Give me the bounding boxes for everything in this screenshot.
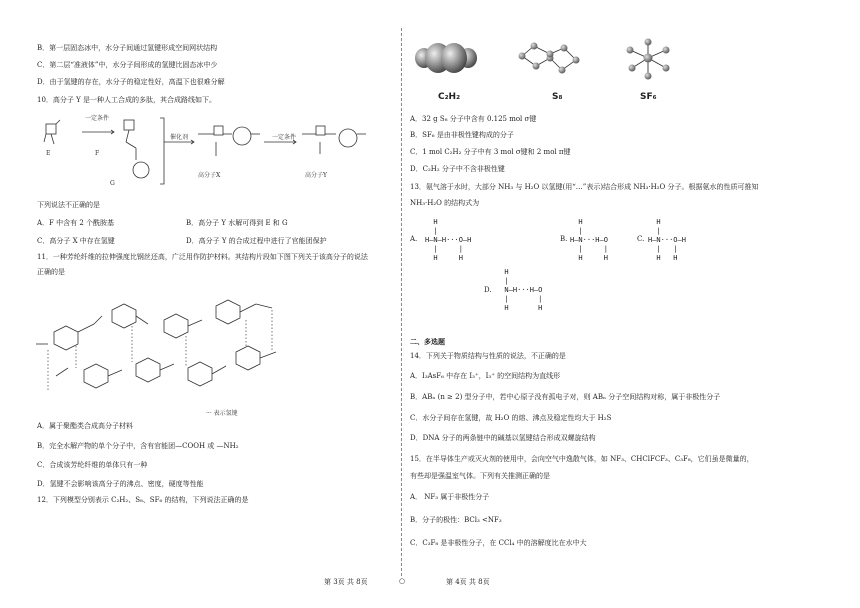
q12-option-d: D．C₂H₂ 分子中不含非极性键 xyxy=(410,165,505,173)
q10-label-e: E xyxy=(46,150,51,157)
q15-option-b: B．分子的极性：BCl₃ <NF₃ xyxy=(410,516,502,524)
s8-model xyxy=(519,43,580,74)
q15-option-c: C．C₃F₈ 是非极性分子，在 CCl₄ 中的溶解度比在水中大 xyxy=(410,539,587,547)
column-divider xyxy=(401,28,402,576)
q15-option-a: A． NF₃ 属于非极性分子 xyxy=(410,493,490,501)
molecule-x xyxy=(198,126,260,156)
sf6-label: SF₆ xyxy=(640,92,657,102)
q13-stem: 13．氨气溶于水时，大部分 NH₃ 与 H₂O 以氢键(用“…”表示)结合形成 NH₃·H₂O 分子。根据氨水的性质可推知 xyxy=(410,183,759,191)
q12-option-c: C．1 mol C₂H₂ 分子中有 3 mol σ键和 2 mol π键 xyxy=(410,148,571,156)
q14-option-b: B．ABₙ (n ≥ 2) 型分子中，若中心原子没有孤电子对，则 ABₙ 分子空间结构对称，属于非极性分子 xyxy=(410,393,721,401)
q12-option-a: A．32 g S₈ 分子中含有 0.125 mol σ键 xyxy=(410,115,537,123)
q13-option-c-structure: H | H—N···O—H | | H H xyxy=(648,218,686,262)
q10-stem: 10．高分子 Y 是一种人工合成的多肽，其合成路线如下。 xyxy=(37,96,216,104)
page-number-right: 第 4页 共 8页 xyxy=(446,578,490,586)
q10-option-b: B．高分子 Y 水解可得到 E 和 G xyxy=(186,219,288,227)
q11-option-c: C．合成该芳纶纤维的单体只有一种 xyxy=(37,461,148,469)
q13-option-b-label: B. xyxy=(560,235,568,243)
page-separator-icon: ○ xyxy=(399,577,406,585)
q9-option-b: B．第一层固态冰中，水分子间通过氢键形成空间网状结构 xyxy=(37,44,218,52)
q13-option-d-structure: H | N—H···H—O | | H H xyxy=(504,268,543,312)
page-number-left: 第 3页 共 8页 xyxy=(324,578,368,586)
s8-label: S₈ xyxy=(552,92,563,102)
molecule-e xyxy=(44,120,60,144)
q14-stem: 14．下列关于物质结构与性质的说法，不正确的是 xyxy=(410,352,566,360)
sf6-model xyxy=(627,39,670,80)
q11-hydrogen-bond-legend: ··· 表示氢键 xyxy=(206,410,238,417)
q11-option-b: B．完全水解产物的单个分子中，含有官能团—COOH 或 —NH₂ xyxy=(37,442,239,450)
q10-label-f: F xyxy=(95,150,100,157)
q11-aramid-structure-figure xyxy=(36,280,366,410)
molecule-f xyxy=(124,120,149,178)
q10-prompt: 下列说法不正确的是 xyxy=(37,201,100,209)
hydrogen-bonds xyxy=(48,310,272,390)
q10-label-g: G xyxy=(110,180,115,187)
q12-option-b: B．SF₆ 是由非极性键构成的分子 xyxy=(410,131,514,139)
q9-option-c: C．第二层“准液体”中，水分子间形成的氢键比固态冰中少 xyxy=(37,61,218,69)
q13-option-a-structure: H | H—N—H···O—H | | H H xyxy=(425,218,472,262)
q10-label-x: 高分子X xyxy=(198,172,221,179)
lower-chain xyxy=(56,346,276,388)
q11-stem-continued: 正确的是 xyxy=(37,268,65,276)
q10-synthesis-route-figure xyxy=(36,112,386,192)
q14-option-a: A．I₃AsF₆ 中存在 I₃⁺，I₃⁺ 的空间结构为直线形 xyxy=(410,372,561,380)
q14-option-c: C．水分子间存在氢键，故 H₂O 的熔、沸点及稳定性均大于 H₂S xyxy=(410,414,612,422)
q11-stem: 11．一种芳纶纤维的拉伸强度比钢丝还高，广泛用作防护材料。其结构片段如下图下列关于该高分子的说法 xyxy=(37,253,368,261)
q12-molecule-models-figure xyxy=(410,36,710,92)
q10-label-y: 高分子Y xyxy=(305,172,327,179)
q12-stem: 12．下列模型分别表示 C₂H₂、S₈、SF₆ 的结构，下列说法正确的是 xyxy=(37,496,249,504)
q10-condition-1: 一定条件 xyxy=(85,115,110,122)
upper-chain xyxy=(36,300,272,350)
q13-option-d-label: D. xyxy=(484,286,492,294)
q13-option-c-label: C. xyxy=(637,235,645,243)
q14-option-d: D．DNA 分子的两条链中的碱基以氢键结合形成双螺旋结构 xyxy=(410,434,596,442)
q13-option-b-structure: H | H—N···H—O | | H H xyxy=(570,218,608,262)
q10-option-a: A．F 中含有 2 个酰胺基 xyxy=(37,219,115,227)
q10-condition-3: 一定条件 xyxy=(272,134,297,141)
section-2-title: 二、多选题 xyxy=(410,337,445,346)
q11-option-a: A．属于聚酯类合成高分子材料 xyxy=(37,422,134,430)
q9-option-d: D．由于氢键的存在，水分子的稳定性好，高温下也很难分解 xyxy=(37,78,225,86)
q10-condition-2: 催化剂 xyxy=(170,134,189,141)
q13-stem-continued: NH₃·H₂O 的结构式为 xyxy=(410,199,480,207)
q10-option-c: C．高分子 X 中存在氢键 xyxy=(37,237,115,245)
q15-stem-continued: 有些却是强温室气体。下列有关推测正确的是 xyxy=(410,472,550,480)
q10-option-d: D．高分子 Y 的合成过程中进行了官能团保护 xyxy=(186,237,327,245)
q13-option-a-label: A. xyxy=(410,235,418,243)
c2h2-model xyxy=(415,43,477,73)
molecule-y xyxy=(302,126,366,154)
c2h2-label: C₂H₂ xyxy=(438,92,461,102)
q11-option-d: D．氢键不会影响该高分子的沸点、密度，硬度等性能 xyxy=(37,480,204,488)
q15-stem: 15．在半导体生产或灭火剂的使用中，会向空气中逸散气体，如 NF₃、CHClFCF₃、C₃F₈，它们虽是微量的， xyxy=(410,455,754,463)
